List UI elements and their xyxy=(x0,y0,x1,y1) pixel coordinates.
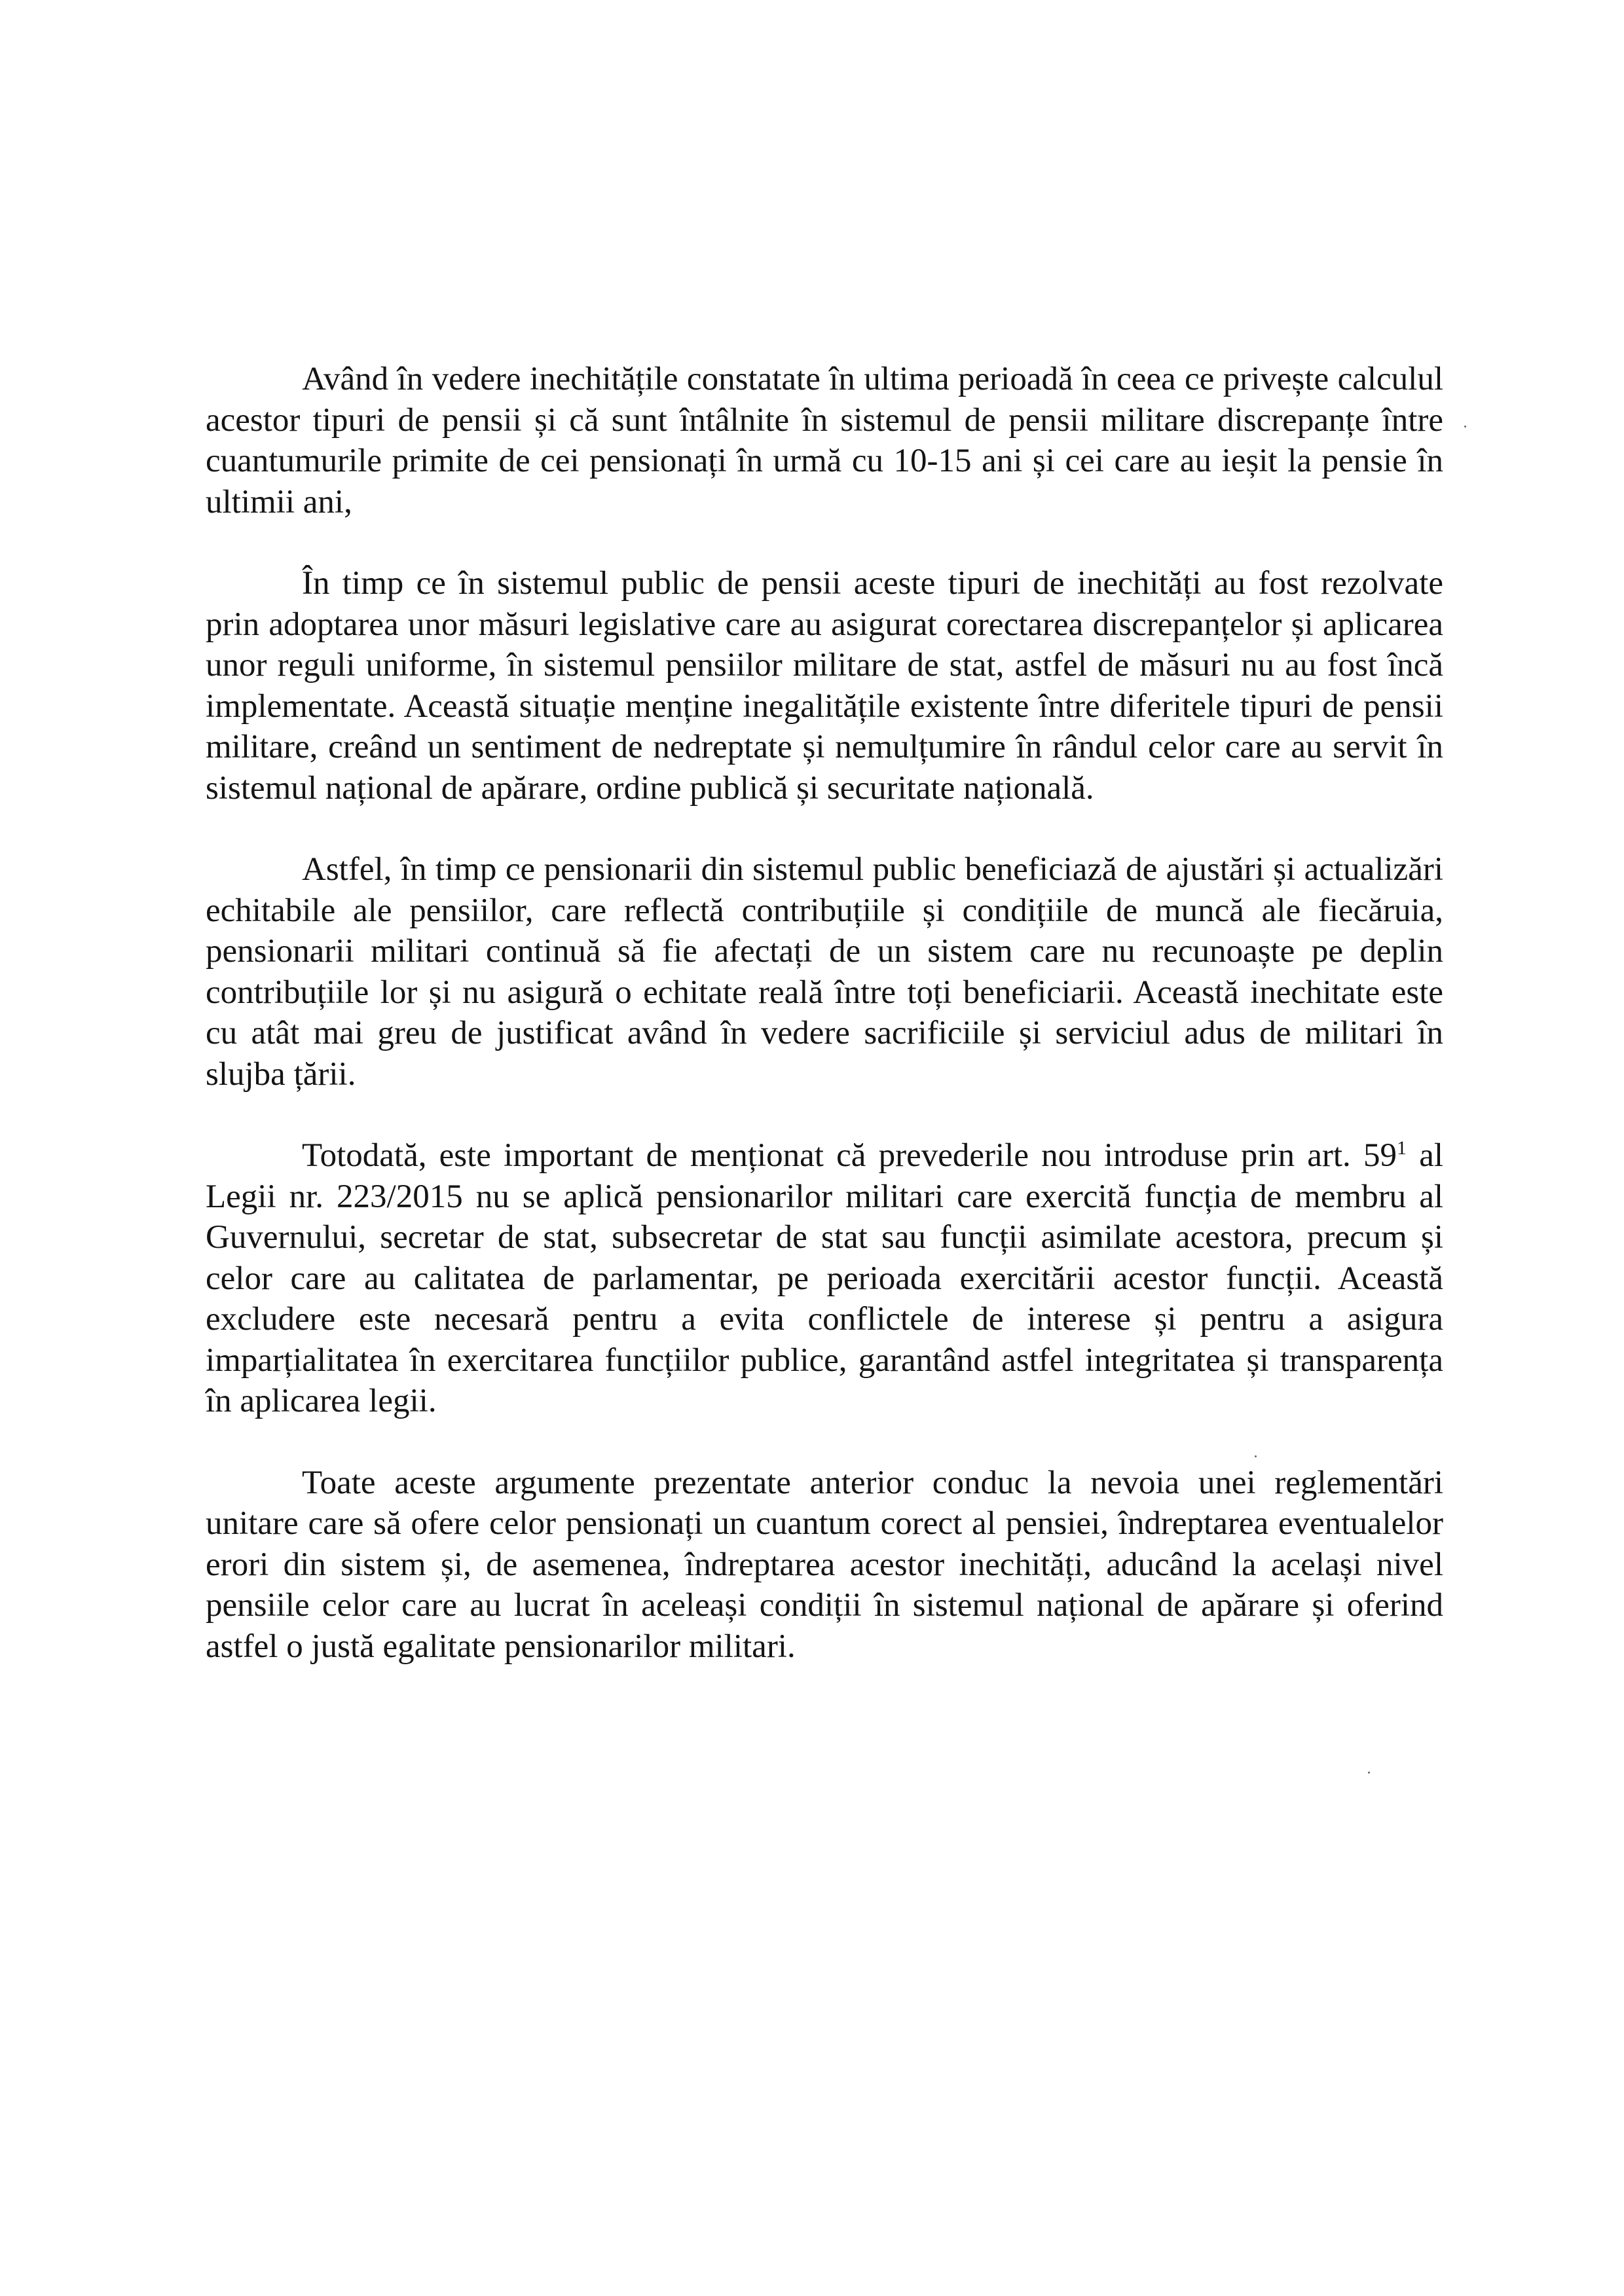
document-body xyxy=(206,359,1443,1707)
scan-speck xyxy=(1368,1772,1370,1774)
paragraph-4-text-end: al Legii nr. 223/2015 nu se aplică pensionarilor militari care exercită funcția de membru al Guvernului, secretar de stat, subsecretar de stat sau funcții asimilate acestora, precum și celor care au calitatea de parlamentar, pe perioada exercitării acestor funcții. Această excludere este necesară pentru a evita conflictele de interese și pentru a asigura imparțialitatea în exercitarea funcțiilor publice, garantând astfel integritatea și transparența în aplicarea legii. xyxy=(206,1137,1443,1419)
paragraph-5: Toate aceste argumente prezentate anterior conduc la nevoia unei reglementări unitare care să ofere celor pensionați un cuantum corect al pensiei, îndreptarea eventualelor erori din sistem și, de asemenea, îndreptarea acestor inechități, aducând la același nivel pensiile celor care au lucrat în aceleași condiții în sistemul național de apărare și oferind astfel o justă egalitate pensionarilor militari. xyxy=(206,1464,1443,1665)
article-superscript: 1 xyxy=(1396,1137,1407,1159)
paragraph-4 xyxy=(206,1135,1443,1422)
scan-speck xyxy=(1255,1455,1257,1457)
paragraph-2: În timp ce în sistemul public de pensii aceste tipuri de inechități au fost rezolvate prin adoptarea unor măsuri legislative care au asigurat corectarea discrepanțelor și aplicarea unor reguli uniforme, în sistemul pensiilor militare de stat, astfel de măsuri nu au fost încă implementate. Această situație menține inegalitățile existente între diferitele tipuri de pensii militare, creând un sentiment de nedreptate și nemulțumire în rândul celor care au servit în sistemul național de apărare, ordine publică și securitate națională. xyxy=(206,565,1443,807)
scan-speck xyxy=(1464,426,1466,428)
paragraph-3: Astfel, în timp ce pensionarii din sistemul public beneficiază de ajustări și actualizări echitabile ale pensiilor, care reflectă contribuțiile și condițiile de muncă ale fiecăruia, pensionarii militari continuă să fie afectați de un sistem care nu recunoaște pe deplin contribuțiile lor și nu asigură o echitate reală între toți beneficiarii. Această inechitate este cu atât mai greu de justificat având în vedere sacrificiile și serviciul adus de militari în slujba țării. xyxy=(206,851,1443,1093)
paragraph-4-text-start: Totodată, este important de menționat că prevederile nou introduse prin art. 59 xyxy=(302,1137,1397,1174)
paragraph-1: Având în vedere inechitățile constatate în ultima perioadă în ceea ce privește calculul acestor tipuri de pensii și că sunt întâlnite în sistemul de pensii militare discrepanțe între cuantumurile primite de cei pensionați în urmă cu 10-15 ani și cei care au ieșit la pensie în ultimii ani, xyxy=(206,361,1443,520)
